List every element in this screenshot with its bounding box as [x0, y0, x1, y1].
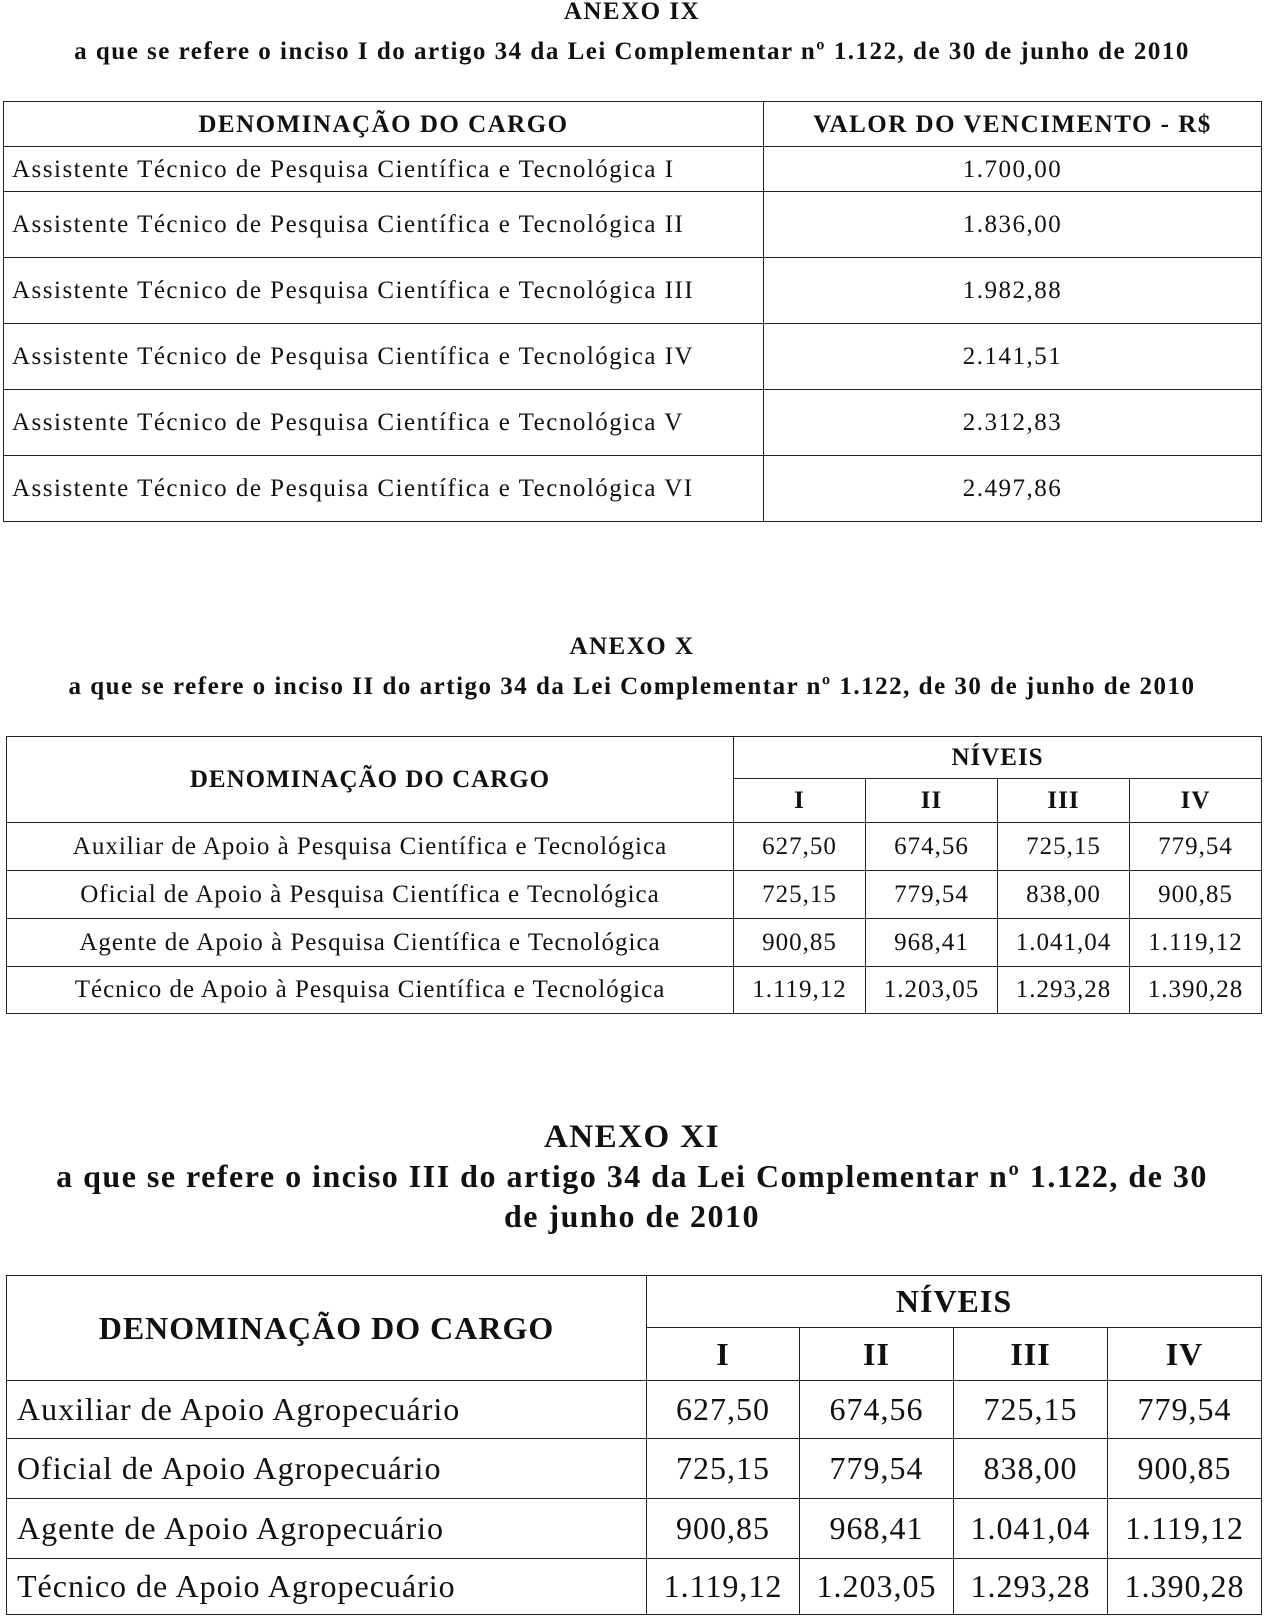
valor-cell: 2.141,51	[764, 324, 1262, 390]
anexo-x-table	[6, 736, 1262, 1014]
anexo-x-title: ANEXO X	[569, 633, 695, 660]
level-header: III	[998, 779, 1130, 823]
value-cell: 725,15	[647, 1439, 800, 1499]
value-cell: 1.203,05	[866, 967, 998, 1014]
table-row	[7, 1499, 1262, 1559]
table-row	[4, 390, 1262, 456]
table-row	[4, 324, 1262, 390]
valor-cell: 1.982,88	[764, 258, 1262, 324]
cargo-cell: Assistente Técnico de Pesquisa Científica e Tecnológica III	[4, 258, 764, 324]
value-cell: 779,54	[1108, 1381, 1262, 1439]
level-header: II	[800, 1328, 954, 1381]
value-cell: 968,41	[800, 1499, 954, 1559]
value-cell: 725,15	[954, 1381, 1108, 1439]
cargo-cell: Técnico de Apoio Agropecuário	[7, 1559, 647, 1615]
cargo-cell: Agente de Apoio Agropecuário	[7, 1499, 647, 1559]
table-row	[7, 1559, 1262, 1615]
anexo-xi-subtitle-line1: a que se refere o inciso III do artigo 34 da Lei Complementar nº 1.122, de 30	[56, 1158, 1208, 1194]
value-cell: 779,54	[866, 871, 998, 919]
value-cell: 1.119,12	[1130, 919, 1262, 967]
value-cell: 674,56	[866, 823, 998, 871]
cargo-cell: Oficial de Apoio Agropecuário	[7, 1439, 647, 1499]
value-cell: 779,54	[800, 1439, 954, 1499]
table-row	[4, 147, 1262, 192]
value-cell: 1.119,12	[1108, 1499, 1262, 1559]
value-cell: 1.293,28	[998, 967, 1130, 1014]
cargo-cell: Assistente Técnico de Pesquisa Científica e Tecnológica V	[4, 390, 764, 456]
value-cell: 900,85	[647, 1499, 800, 1559]
table-row	[4, 456, 1262, 522]
value-cell: 1.119,12	[647, 1559, 800, 1615]
value-cell: 1.390,28	[1130, 967, 1262, 1014]
cargo-cell: Assistente Técnico de Pesquisa Científica e Tecnológica II	[4, 192, 764, 258]
col-header-niveis: NÍVEIS	[734, 737, 1262, 779]
table-row	[7, 823, 1262, 871]
value-cell: 900,85	[1130, 871, 1262, 919]
value-cell: 1.041,04	[954, 1499, 1108, 1559]
value-cell: 674,56	[800, 1381, 954, 1439]
col-header-cargo: DENOMINAÇÃO DO CARGO	[7, 1276, 647, 1381]
cargo-cell: Técnico de Apoio à Pesquisa Científica e Tecnológica	[7, 967, 734, 1014]
value-cell: 627,50	[734, 823, 866, 871]
value-cell: 900,85	[734, 919, 866, 967]
value-cell: 838,00	[954, 1439, 1108, 1499]
level-header: III	[954, 1328, 1108, 1381]
table-header-row	[7, 1276, 1262, 1328]
level-header: I	[734, 779, 866, 823]
level-header: IV	[1108, 1328, 1262, 1381]
anexo-ix-table	[3, 101, 1262, 522]
value-cell: 968,41	[866, 919, 998, 967]
value-cell: 1.390,28	[1108, 1559, 1262, 1615]
table-header-row	[4, 102, 1262, 147]
cargo-cell: Oficial de Apoio à Pesquisa Científica e Tecnológica	[7, 871, 734, 919]
col-header-niveis: NÍVEIS	[647, 1276, 1262, 1328]
table-row	[7, 1381, 1262, 1439]
table-row	[7, 1439, 1262, 1499]
valor-cell: 1.836,00	[764, 192, 1262, 258]
cargo-cell: Auxiliar de Apoio à Pesquisa Científica e Tecnológica	[7, 823, 734, 871]
col-header-cargo: DENOMINAÇÃO DO CARGO	[7, 737, 734, 823]
table-row	[7, 967, 1262, 1014]
level-header: IV	[1130, 779, 1262, 823]
value-cell: 1.293,28	[954, 1559, 1108, 1615]
value-cell: 627,50	[647, 1381, 800, 1439]
value-cell: 1.203,05	[800, 1559, 954, 1615]
anexo-xi-table	[6, 1275, 1262, 1615]
value-cell: 725,15	[734, 871, 866, 919]
table-row	[4, 258, 1262, 324]
cargo-cell: Assistente Técnico de Pesquisa Científica e Tecnológica VI	[4, 456, 764, 522]
valor-cell: 2.497,86	[764, 456, 1262, 522]
level-header: II	[866, 779, 998, 823]
anexo-xi-subtitle-line2: de junho de 2010	[503, 1198, 761, 1234]
table-row	[7, 871, 1262, 919]
value-cell: 838,00	[998, 871, 1130, 919]
col-header-cargo: DENOMINAÇÃO DO CARGO	[4, 102, 764, 147]
value-cell: 900,85	[1108, 1439, 1262, 1499]
table-row	[7, 919, 1262, 967]
anexo-xi-title: ANEXO XI	[543, 1119, 721, 1155]
value-cell: 779,54	[1130, 823, 1262, 871]
level-header: I	[647, 1328, 800, 1381]
anexo-x-subtitle: a que se refere o inciso II do artigo 34 da Lei Complementar nº 1.122, de 30 de junho de 2010	[68, 673, 1196, 700]
cargo-cell: Agente de Apoio à Pesquisa Científica e Tecnológica	[7, 919, 734, 967]
table-header-row	[7, 737, 1262, 779]
cargo-cell: Assistente Técnico de Pesquisa Científica e Tecnológica IV	[4, 324, 764, 390]
table-row	[4, 192, 1262, 258]
valor-cell: 2.312,83	[764, 390, 1262, 456]
anexo-ix-subtitle: a que se refere o inciso I do artigo 34 da Lei Complementar nº 1.122, de 30 de junho de 2010	[74, 38, 1190, 65]
value-cell: 1.119,12	[734, 967, 866, 1014]
value-cell: 1.041,04	[998, 919, 1130, 967]
anexo-ix-title: ANEXO IX	[563, 0, 701, 25]
value-cell: 725,15	[998, 823, 1130, 871]
col-header-valor: VALOR DO VENCIMENTO - R$	[764, 102, 1262, 147]
cargo-cell: Assistente Técnico de Pesquisa Científica e Tecnológica I	[4, 147, 764, 192]
valor-cell: 1.700,00	[764, 147, 1262, 192]
cargo-cell: Auxiliar de Apoio Agropecuário	[7, 1381, 647, 1439]
